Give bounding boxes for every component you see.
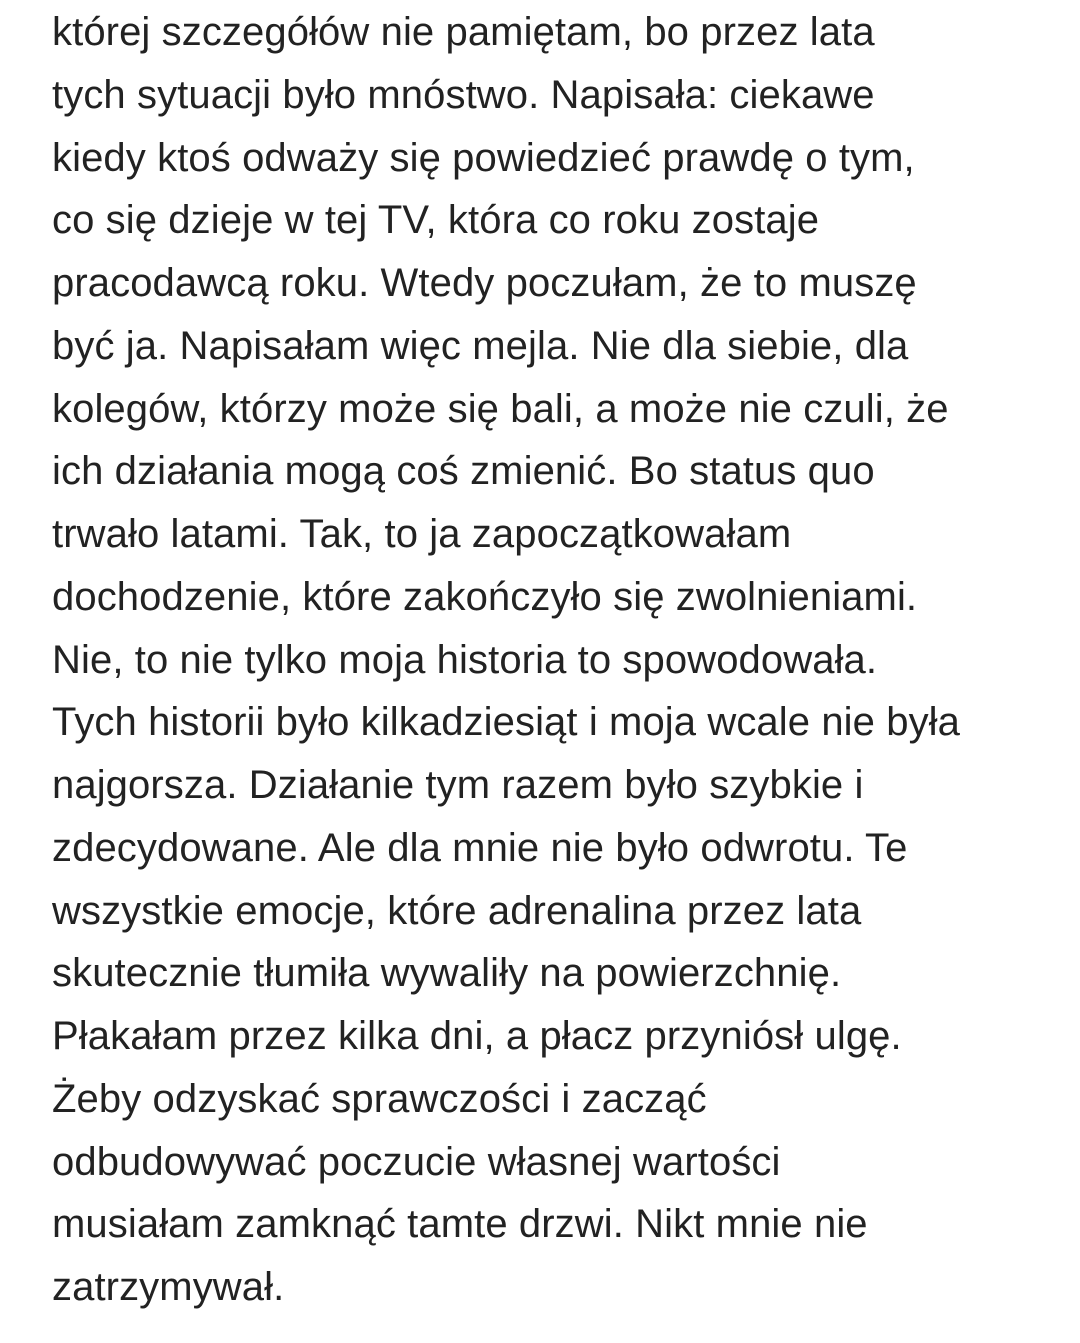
text-line: skutecznie tłumiła wywaliły na powierzchnię. xyxy=(52,951,842,995)
text-line: być ja. Napisałam więc mejla. Nie dla siebie, dla xyxy=(52,324,909,368)
text-line: kiedy ktoś odważy się powiedzieć prawdę o tym, xyxy=(52,136,915,180)
text-line: kolegów, którzy może się bali, a może nie czuli, że xyxy=(52,387,949,431)
text-line: wszystkie emocje, które adrenalina przez lata xyxy=(52,889,862,933)
text-line: zdecydowane. Ale dla mnie nie było odwrotu. Te xyxy=(52,826,908,870)
text-line: zatrzymywał. xyxy=(52,1265,285,1309)
text-line: Tych historii było kilkadziesiąt i moja wcale nie była xyxy=(52,700,960,744)
text-line: najgorsza. Działanie tym razem było szybkie i xyxy=(52,763,864,807)
text-line: trwało latami. Tak, to ja zapoczątkowałam xyxy=(52,512,792,556)
text-line: tych sytuacji było mnóstwo. Napisała: ciekawe xyxy=(52,73,875,117)
text-line: której szczegółów nie pamiętam, bo przez lata xyxy=(52,10,875,54)
text-line: dochodzenie, które zakończyło się zwolnieniami. xyxy=(52,575,918,619)
text-line: Nie, to nie tylko moja historia to spowodowała. xyxy=(52,638,878,682)
text-line: odbudowywać poczucie własnej wartości xyxy=(52,1140,781,1184)
text-line: Żeby odzyskać sprawczości i zacząć xyxy=(52,1077,707,1121)
text-line: co się dzieje w tej TV, która co roku zostaje xyxy=(52,198,820,242)
text-line: Płakałam przez kilka dni, a płacz przyniósł ulgę. xyxy=(52,1014,902,1058)
note-text-body xyxy=(52,0,1080,1343)
text-line: ich działania mogą coś zmienić. Bo status quo xyxy=(52,449,875,493)
text-line: musiałam zamknąć tamte drzwi. Nikt mnie nie xyxy=(52,1202,868,1246)
text-line: pracodawcą roku. Wtedy poczułam, że to muszę xyxy=(52,261,917,305)
